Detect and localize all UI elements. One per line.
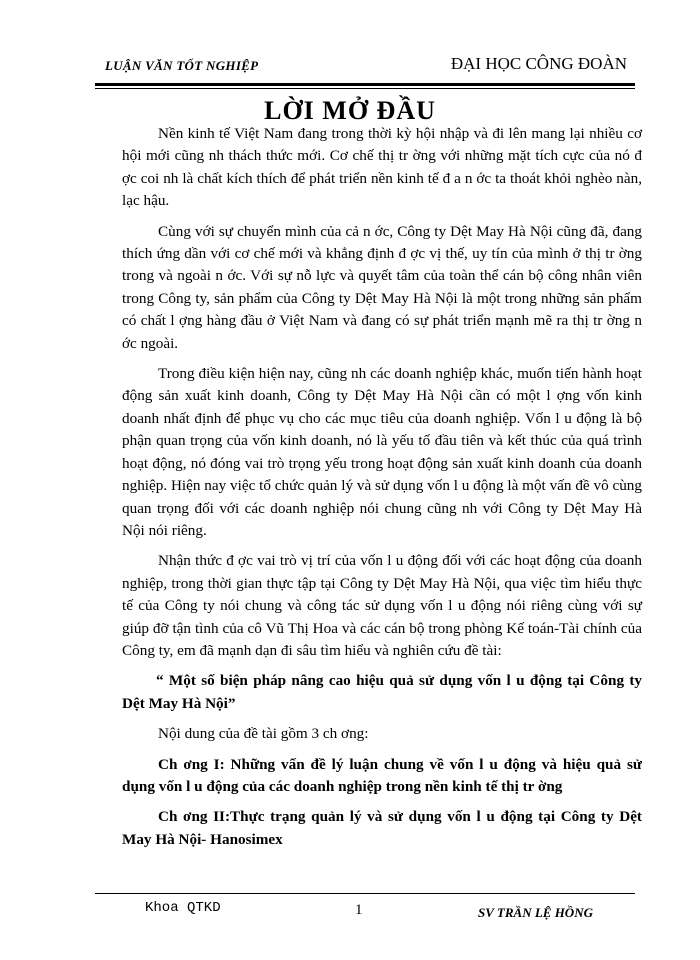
footer-student: SV TRẦN LỆ HỒNG — [478, 905, 593, 920]
header-rule-thin — [95, 88, 635, 89]
footer-rule — [95, 893, 635, 894]
page-title: LỜI MỞ ĐẦU — [264, 96, 436, 125]
paragraph: Trong điều kiện hiện nay, cũng nh các doanh nghiệp khác, muốn tiến hành hoạt động sản xuất kinh doanh, Công ty Dệt May Hà Nội cần có một l ợng vốn kinh doanh nhất định để phục vụ cho các mục tiêu của doanh nghiệp. Vốn l u động là bộ phận quan trọng của vốn kinh doanh, nó là yếu tố đầu tiên và kết thúc của quá trình hoạt động, nó đóng vai trò trọng yếu trong hoạt động sản xuất kinh doanh của doanh nghiệp. Hiện nay việc tổ chức quản lý và sử dụng vốn l u động là một vấn đề vô cùng quan trọng đối với các doanh nghiệp nói chung cũng nh với Công ty Dệt May Hà Nội nói riêng. — [122, 365, 642, 539]
header-thesis-label: LUẬN VĂN TỐT NGHIỆP — [105, 58, 259, 73]
page-header — [95, 50, 635, 80]
document-body — [122, 123, 642, 859]
chapter-item: Ch ơng I: Những vấn đề lý luận chung về vốn l u động và hiệu quả sử dụng vốn l u động của các doanh nghiệp trong nền kinh tế thị tr ờng — [122, 755, 642, 795]
chapter-item: Ch ơng II:Thực trạng quản lý và sử dụng vốn l u động tại Công ty Dệt May Hà Nội- Hanosimex — [122, 808, 642, 848]
header-university-label: ĐẠI HỌC CÔNG ĐOÀN — [450, 54, 627, 73]
topic-title: “ Một số biện pháp nâng cao hiệu quả sử dụng vốn l u động tại Công ty Dệt May Hà Nội” — [122, 672, 642, 712]
paragraph: Cùng với sự chuyển mình của cả n ớc, Công ty Dệt May Hà Nội cũng đã, đang thích ứng dần với cơ chế mới và khẳng định đ ợc vị thế, uy tín của mình ở thị tr ờng trong và ngoài n ớc. Với sự nỗ lực và quyết tâm của toàn thể cán bộ công nhân viên trong Công ty, sản phẩm của Công ty Dệt May Hà Nội là một trong những sản phẩm có chất l ợng hàng đầu ở Việt Nam và đang có sự phát triển mạnh mẽ ra thị tr ờng n ớc ngoài. — [122, 222, 642, 352]
footer-faculty: Khoa QTKD — [145, 900, 221, 916]
paragraph: Nhận thức đ ợc vai trò vị trí của vốn l u động đối với các hoạt động của doanh nghiệp, trong thời gian thực tập tại Công ty Dệt May Hà Nội, qua việc tìm hiểu thực tế của Công ty nói chung và công tác sử dụng vốn l u động nói riêng cùng với sự giúp đỡ tận tình của cô Vũ Thị Hoa và các cán bộ trong phòng Kế toán-Tài chính của Công ty, em đã mạnh dạn đi sâu tìm hiểu và nghiên cứu đề tài: — [122, 552, 642, 659]
header-rule-thick — [95, 83, 635, 86]
content-intro: Nội dung của đề tài gồm 3 ch ơng: — [158, 725, 369, 743]
paragraph: Nền kinh tế Việt Nam đang trong thời kỳ hội nhập và đi lên mang lại nhiều cơ hội mới cũng nh thách thức mới. Cơ chế thị tr ờng với những mặt tích cực của nó đ ợc coi nh là chất kích thích để phát triển nền kinh tế đ a n ớc ta thoát khỏi nghèo nàn, lạc hậu. — [122, 125, 642, 210]
page-number: 1 — [355, 902, 363, 918]
